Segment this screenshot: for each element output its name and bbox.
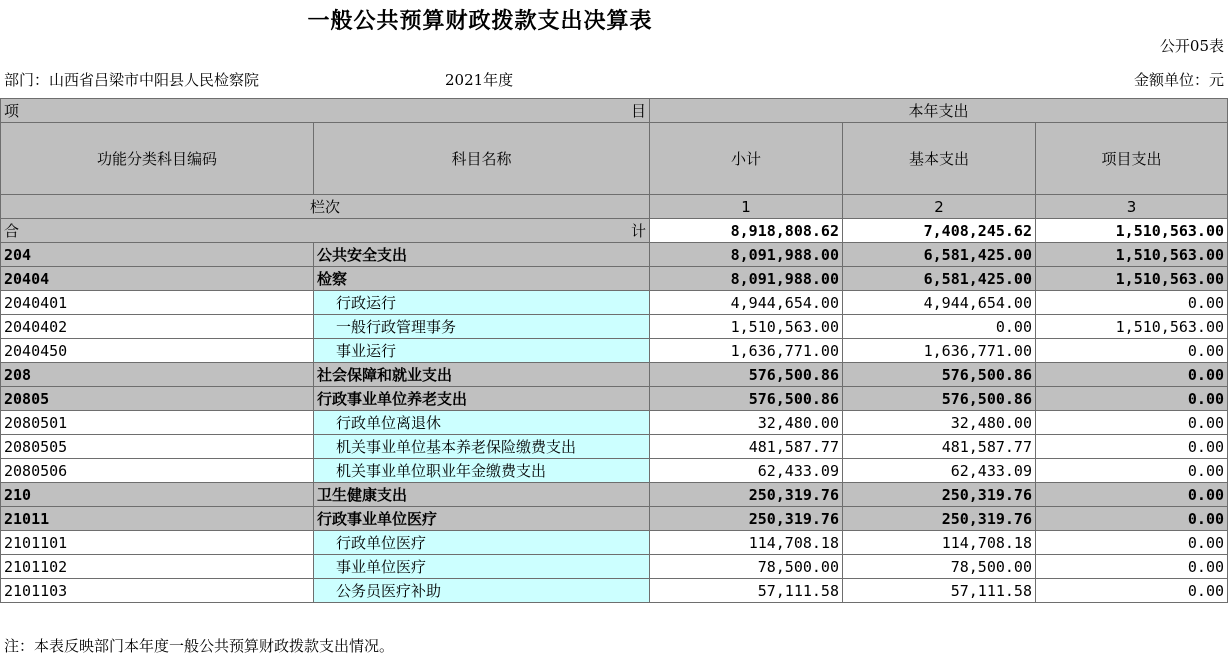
name-cell: 公务员医疗补助 bbox=[314, 579, 650, 603]
subtotal-cell: 1,510,563.00 bbox=[650, 315, 843, 339]
name-cell: 检察 bbox=[314, 267, 650, 291]
code-cell: 21011 bbox=[1, 507, 314, 531]
basic-cell: 0.00 bbox=[843, 315, 1036, 339]
subtotal-cell: 32,480.00 bbox=[650, 411, 843, 435]
total-label-left: 合 bbox=[4, 222, 20, 240]
basic-cell: 250,319.76 bbox=[843, 507, 1036, 531]
project-cell: 0.00 bbox=[1036, 531, 1228, 555]
column-index-row bbox=[1, 195, 1228, 219]
project-cell: 0.00 bbox=[1036, 507, 1228, 531]
code-cell: 2101101 bbox=[1, 531, 314, 555]
code-cell: 2101103 bbox=[1, 579, 314, 603]
total-basic: 7,408,245.62 bbox=[843, 219, 1036, 243]
code-cell: 204 bbox=[1, 243, 314, 267]
amount-unit: 金额单位：元 bbox=[1133, 71, 1224, 89]
header-row-2 bbox=[1, 123, 1228, 195]
basic-cell: 114,708.18 bbox=[843, 531, 1036, 555]
basic-cell: 1,636,771.00 bbox=[843, 339, 1036, 363]
project-cell: 0.00 bbox=[1036, 555, 1228, 579]
basic-cell: 576,500.86 bbox=[843, 387, 1036, 411]
table-row bbox=[1, 459, 1228, 483]
table-row bbox=[1, 339, 1228, 363]
name-cell: 行政运行 bbox=[314, 291, 650, 315]
project-cell: 1,510,563.00 bbox=[1036, 315, 1228, 339]
basic-cell: 32,480.00 bbox=[843, 411, 1036, 435]
code-cell: 20404 bbox=[1, 267, 314, 291]
footnote: 注：本表反映部门本年度一般公共预算财政拨款支出情况。 bbox=[4, 637, 395, 655]
code-cell: 2080505 bbox=[1, 435, 314, 459]
project-cell: 0.00 bbox=[1036, 435, 1228, 459]
col-index-3: 3 bbox=[1036, 195, 1228, 219]
project-cell: 0.00 bbox=[1036, 411, 1228, 435]
subtotal-cell: 1,636,771.00 bbox=[650, 339, 843, 363]
basic-cell: 250,319.76 bbox=[843, 483, 1036, 507]
row-label-cell: 栏次 bbox=[1, 195, 650, 219]
total-subtotal: 8,918,808.62 bbox=[650, 219, 843, 243]
table-row bbox=[1, 579, 1228, 603]
project-cell: 0.00 bbox=[1036, 579, 1228, 603]
code-cell: 2080501 bbox=[1, 411, 314, 435]
name-cell: 一般行政管理事务 bbox=[314, 315, 650, 339]
item-header-right: 目 bbox=[630, 102, 646, 120]
code-header: 功能分类科目编码 bbox=[1, 123, 314, 195]
table-row bbox=[1, 531, 1228, 555]
table-row bbox=[1, 483, 1228, 507]
project-cell: 0.00 bbox=[1036, 363, 1228, 387]
subtotal-header: 小计 bbox=[650, 123, 843, 195]
subtotal-cell: 250,319.76 bbox=[650, 483, 843, 507]
code-cell: 2040401 bbox=[1, 291, 314, 315]
total-row bbox=[1, 219, 1228, 243]
code-cell: 210 bbox=[1, 483, 314, 507]
basic-cell: 6,581,425.00 bbox=[843, 243, 1036, 267]
code-cell: 208 bbox=[1, 363, 314, 387]
department-label: 部门：山西省吕梁市中阳县人民检察院 bbox=[4, 71, 260, 89]
subtotal-cell: 8,091,988.00 bbox=[650, 243, 843, 267]
basic-cell: 481,587.77 bbox=[843, 435, 1036, 459]
table-row bbox=[1, 435, 1228, 459]
name-header: 科目名称 bbox=[314, 123, 650, 195]
name-cell: 机关事业单位基本养老保险缴费支出 bbox=[314, 435, 650, 459]
subtotal-cell: 250,319.76 bbox=[650, 507, 843, 531]
name-cell: 行政单位离退休 bbox=[314, 411, 650, 435]
expenditure-table bbox=[0, 98, 1228, 603]
basic-cell: 6,581,425.00 bbox=[843, 267, 1036, 291]
table-row bbox=[1, 315, 1228, 339]
subtotal-cell: 62,433.09 bbox=[650, 459, 843, 483]
basic-cell: 4,944,654.00 bbox=[843, 291, 1036, 315]
basic-cell: 57,111.58 bbox=[843, 579, 1036, 603]
basic-cell: 576,500.86 bbox=[843, 363, 1036, 387]
fiscal-year: 2021年度 bbox=[445, 71, 514, 89]
item-header-left: 项 bbox=[4, 102, 20, 120]
code-cell: 2040402 bbox=[1, 315, 314, 339]
subtotal-cell: 114,708.18 bbox=[650, 531, 843, 555]
code-cell: 2040450 bbox=[1, 339, 314, 363]
table-row bbox=[1, 387, 1228, 411]
col-index-1: 1 bbox=[650, 195, 843, 219]
name-cell: 社会保障和就业支出 bbox=[314, 363, 650, 387]
basic-header: 基本支出 bbox=[843, 123, 1036, 195]
table-row bbox=[1, 555, 1228, 579]
subtotal-cell: 576,500.86 bbox=[650, 387, 843, 411]
name-cell: 行政单位医疗 bbox=[314, 531, 650, 555]
project-header: 项目支出 bbox=[1036, 123, 1228, 195]
project-cell: 0.00 bbox=[1036, 387, 1228, 411]
table-row bbox=[1, 243, 1228, 267]
header-row-1 bbox=[1, 99, 1228, 123]
subtotal-cell: 576,500.86 bbox=[650, 363, 843, 387]
form-number: 公开05表 bbox=[1159, 37, 1224, 55]
project-cell: 0.00 bbox=[1036, 459, 1228, 483]
table-row bbox=[1, 411, 1228, 435]
total-label-right: 计 bbox=[630, 222, 646, 240]
total-label-cell bbox=[1, 219, 650, 243]
basic-cell: 62,433.09 bbox=[843, 459, 1036, 483]
project-cell: 0.00 bbox=[1036, 339, 1228, 363]
table-row bbox=[1, 363, 1228, 387]
subtotal-cell: 78,500.00 bbox=[650, 555, 843, 579]
subtotal-cell: 4,944,654.00 bbox=[650, 291, 843, 315]
name-cell: 机关事业单位职业年金缴费支出 bbox=[314, 459, 650, 483]
code-cell: 2101102 bbox=[1, 555, 314, 579]
report-title: 一般公共预算财政拨款支出决算表 bbox=[307, 9, 653, 34]
table-row bbox=[1, 291, 1228, 315]
table-row bbox=[1, 267, 1228, 291]
name-cell: 公共安全支出 bbox=[314, 243, 650, 267]
name-cell: 卫生健康支出 bbox=[314, 483, 650, 507]
subtotal-cell: 481,587.77 bbox=[650, 435, 843, 459]
project-cell: 1,510,563.00 bbox=[1036, 267, 1228, 291]
name-cell: 事业运行 bbox=[314, 339, 650, 363]
subtotal-cell: 8,091,988.00 bbox=[650, 267, 843, 291]
code-cell: 20805 bbox=[1, 387, 314, 411]
project-cell: 0.00 bbox=[1036, 483, 1228, 507]
subtotal-cell: 57,111.58 bbox=[650, 579, 843, 603]
col-index-2: 2 bbox=[843, 195, 1036, 219]
current-year-header: 本年支出 bbox=[650, 99, 1228, 123]
code-cell: 2080506 bbox=[1, 459, 314, 483]
table-row bbox=[1, 507, 1228, 531]
project-cell: 1,510,563.00 bbox=[1036, 243, 1228, 267]
project-cell: 0.00 bbox=[1036, 291, 1228, 315]
total-project: 1,510,563.00 bbox=[1036, 219, 1228, 243]
item-header-cell bbox=[1, 99, 650, 123]
name-cell: 行政事业单位养老支出 bbox=[314, 387, 650, 411]
name-cell: 行政事业单位医疗 bbox=[314, 507, 650, 531]
basic-cell: 78,500.00 bbox=[843, 555, 1036, 579]
name-cell: 事业单位医疗 bbox=[314, 555, 650, 579]
